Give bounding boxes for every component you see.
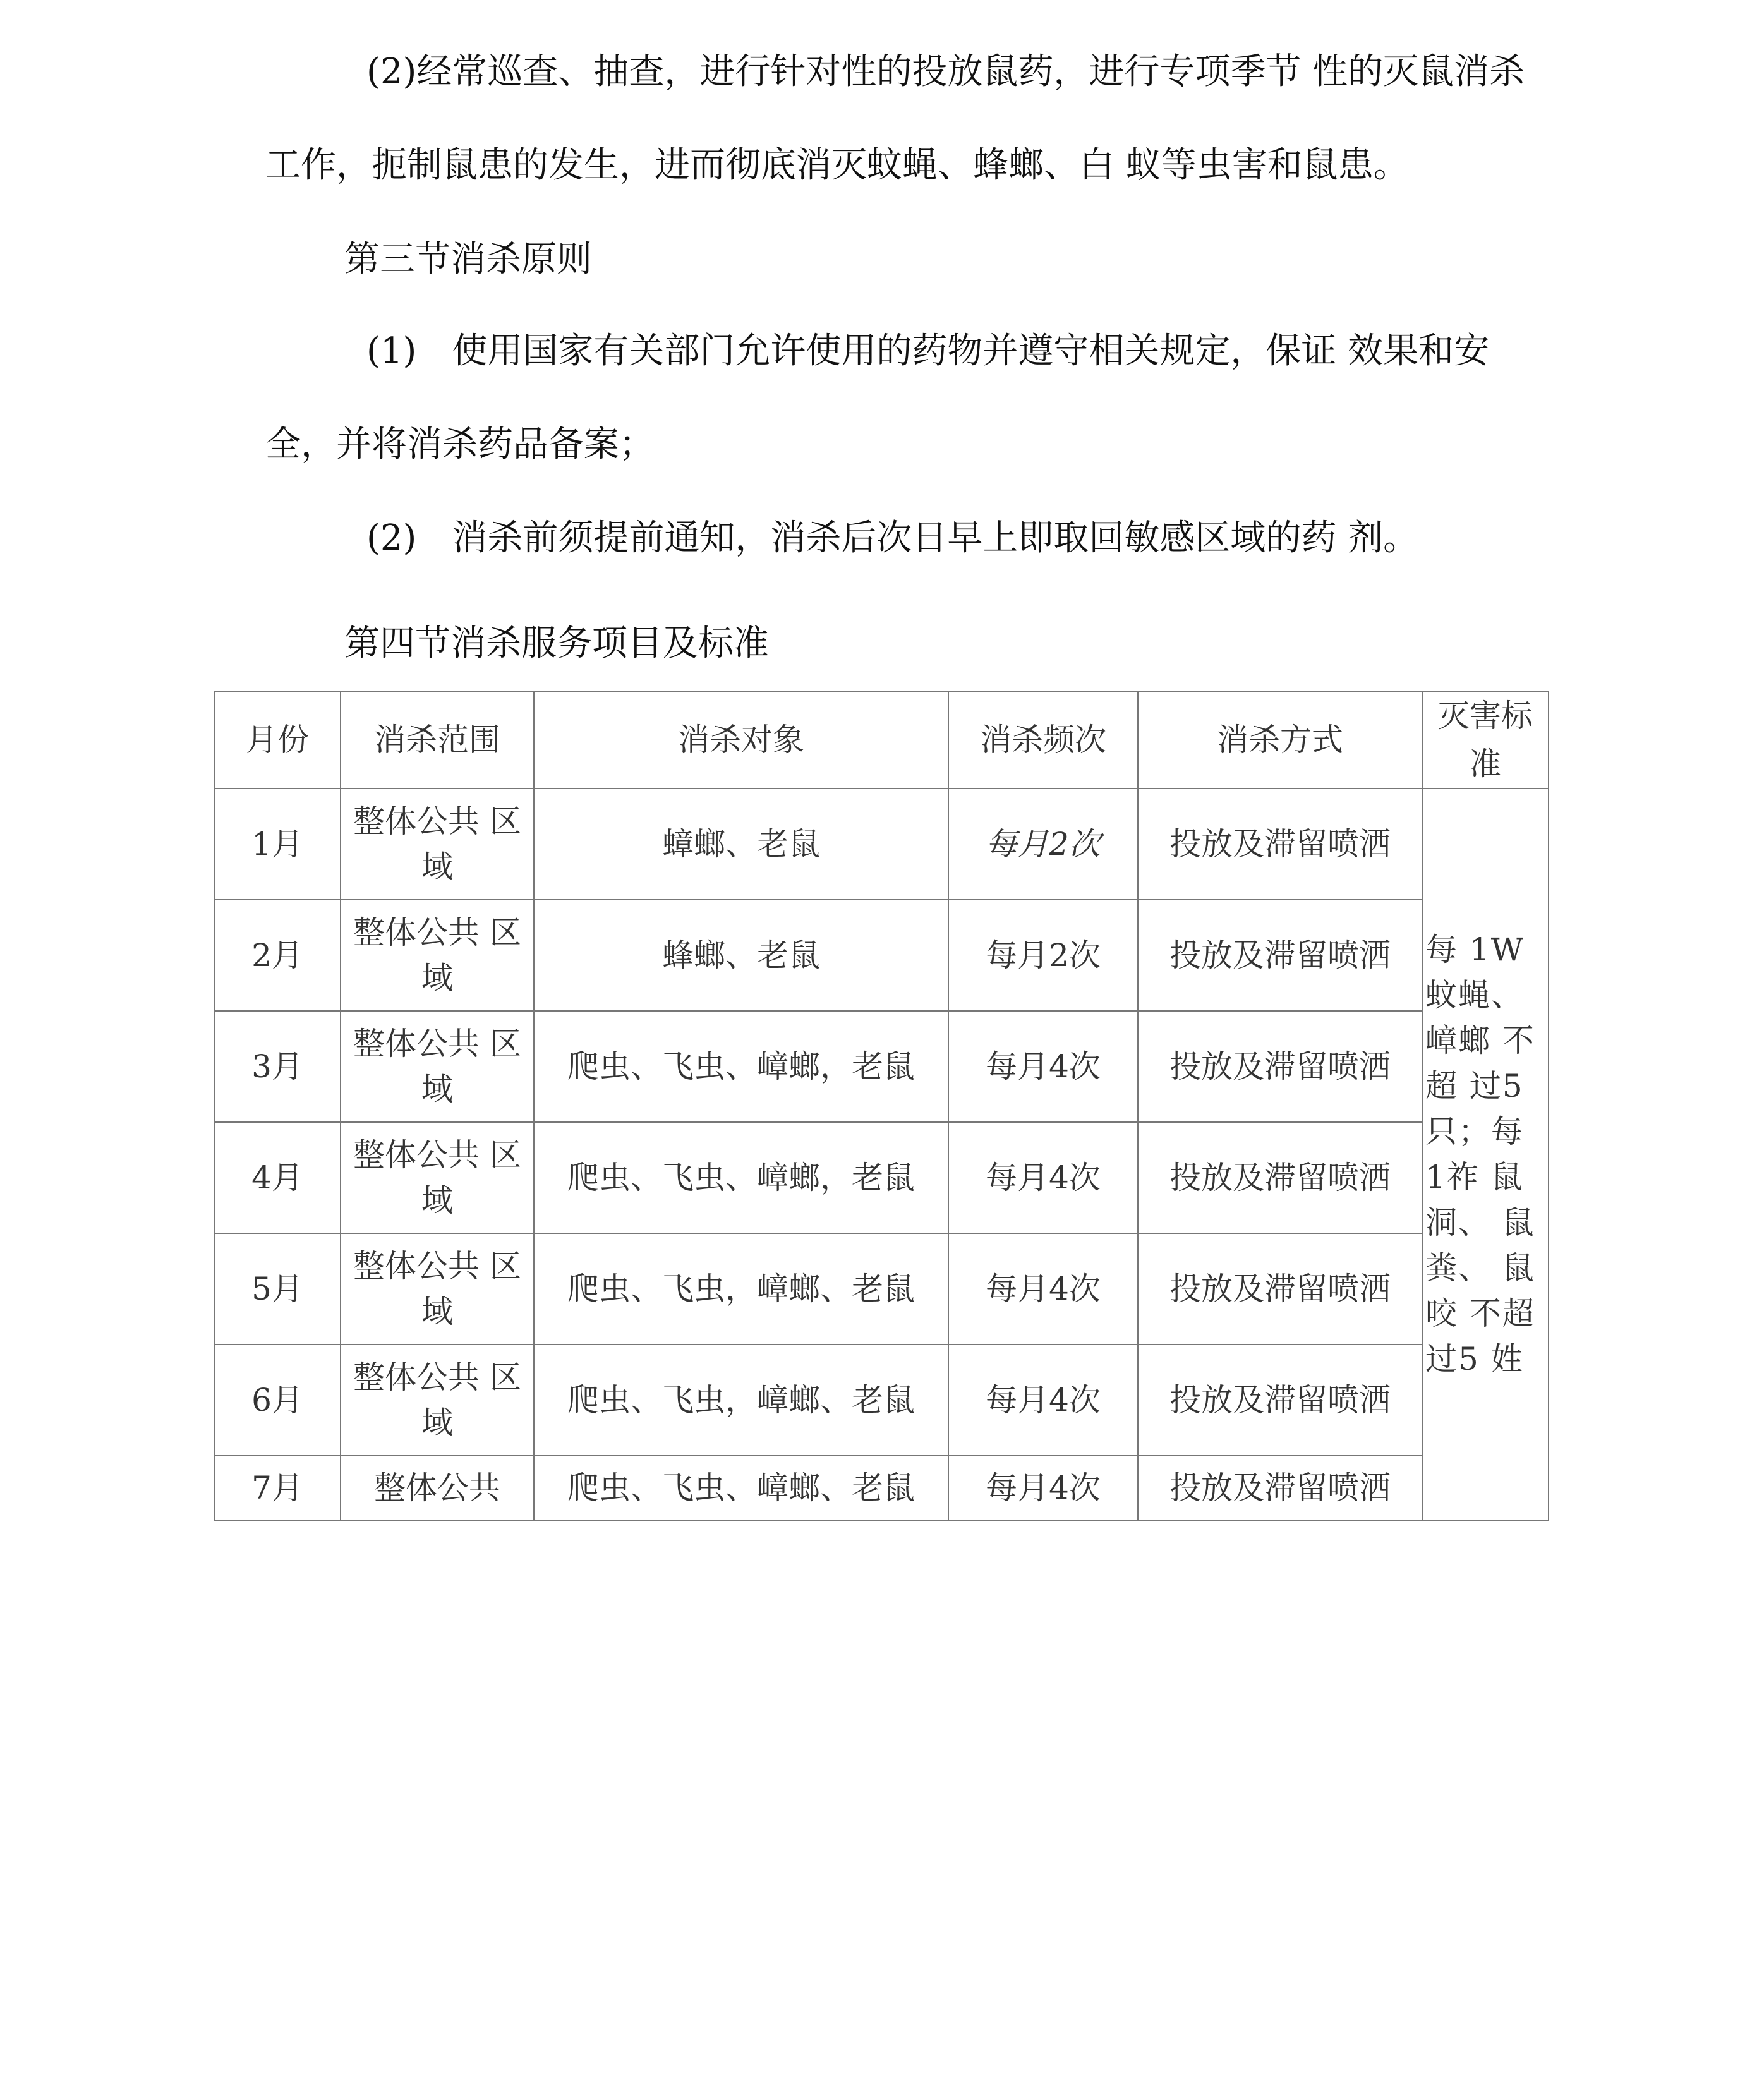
header-frequency: 消杀频次 bbox=[948, 691, 1138, 789]
cell-scope: 整体公共 区域 bbox=[341, 789, 534, 900]
paragraph-principle-2: (2) 消杀前须提前通知，消杀后次日早上即取回敏感区域的药 剂。 bbox=[366, 517, 1419, 559]
disinfection-schedule-table bbox=[214, 691, 1549, 1521]
table-header-row bbox=[214, 691, 1549, 789]
header-standard: 灭害标准 bbox=[1422, 691, 1549, 789]
header-method: 消杀方式 bbox=[1138, 691, 1422, 789]
paragraph-principle-1: (1) 使用国家有关部门允许使用的药物并遵守相关规定，保证 效果和安全，并将消杀药品备案； bbox=[265, 330, 1490, 465]
cell-method: 投放及滞留喷洒 bbox=[1138, 1233, 1422, 1345]
paragraph-rodent-control: (2)经常巡查、抽查，进行针对性的投放鼠药，进行专项季节 性的灭鼠消杀工作，扼制鼠患的发生，进而彻底消灭蚊蝇、蜂螂、白 蚁等虫害和鼠患。 bbox=[265, 51, 1525, 186]
cell-scope: 整体公共 区域 bbox=[341, 1011, 534, 1122]
cell-frequency: 每月4次 bbox=[948, 1345, 1138, 1456]
table-row bbox=[214, 900, 1549, 1011]
section-heading-principles: 第三节消杀原则 bbox=[344, 239, 592, 280]
cell-frequency: 每月2次 bbox=[948, 900, 1138, 1011]
table-row bbox=[214, 1233, 1549, 1345]
cell-scope: 整体公共 区域 bbox=[341, 1122, 534, 1233]
table-row bbox=[214, 1456, 1549, 1520]
section-heading-services: 第四节消杀服务项目及标准 bbox=[344, 623, 769, 664]
cell-month: 1月 bbox=[214, 789, 341, 900]
cell-method: 投放及滞留喷洒 bbox=[1138, 1011, 1422, 1122]
cell-scope: 整体公共 区域 bbox=[341, 1233, 534, 1345]
cell-frequency: 每月4次 bbox=[948, 1122, 1138, 1233]
cell-scope: 整体公共 区域 bbox=[341, 1345, 534, 1456]
header-target: 消杀对象 bbox=[534, 691, 948, 789]
cell-standard: 每 1W 蚊蝇、 嶂螂 不超 过5 只；每 1祚 鼠洞、 鼠粪、 鼠咬 不超 过5 姓 bbox=[1422, 789, 1549, 1520]
cell-month: 7月 bbox=[214, 1456, 341, 1520]
cell-method: 投放及滞留喷洒 bbox=[1138, 1456, 1422, 1520]
cell-frequency: 每月4次 bbox=[948, 1456, 1138, 1520]
table-row bbox=[214, 1011, 1549, 1122]
cell-scope: 整体公共 bbox=[341, 1456, 534, 1520]
cell-target: 蜂螂、老鼠 bbox=[534, 900, 948, 1011]
cell-target: 爬虫、飞虫、嶂螂、老鼠 bbox=[534, 1456, 948, 1520]
cell-target: 爬虫、飞虫、嶂螂，老鼠 bbox=[534, 1122, 948, 1233]
cell-month: 3月 bbox=[214, 1011, 341, 1122]
cell-target: 爬虫、飞虫，嶂螂、老鼠 bbox=[534, 1345, 948, 1456]
cell-frequency: 每月4次 bbox=[948, 1233, 1138, 1345]
cell-method: 投放及滞留喷洒 bbox=[1138, 900, 1422, 1011]
cell-month: 4月 bbox=[214, 1122, 341, 1233]
header-month: 月份 bbox=[214, 691, 341, 789]
cell-method: 投放及滞留喷洒 bbox=[1138, 1345, 1422, 1456]
cell-month: 5月 bbox=[214, 1233, 341, 1345]
cell-method: 投放及滞留喷洒 bbox=[1138, 1122, 1422, 1233]
cell-scope: 整体公共 区域 bbox=[341, 900, 534, 1011]
cell-target: 爬虫、飞虫，嶂螂、老鼠 bbox=[534, 1233, 948, 1345]
cell-target: 爬虫、飞虫、嶂螂，老鼠 bbox=[534, 1011, 948, 1122]
cell-frequency: 每月2次 bbox=[948, 789, 1138, 900]
cell-method: 投放及滞留喷洒 bbox=[1138, 789, 1422, 900]
header-scope: 消杀范围 bbox=[341, 691, 534, 789]
table-row bbox=[214, 1345, 1549, 1456]
cell-month: 2月 bbox=[214, 900, 341, 1011]
table-row bbox=[214, 1122, 1549, 1233]
cell-month: 6月 bbox=[214, 1345, 341, 1456]
cell-frequency: 每月4次 bbox=[948, 1011, 1138, 1122]
cell-target: 蟑螂、老鼠 bbox=[534, 789, 948, 900]
table-row bbox=[214, 789, 1549, 900]
